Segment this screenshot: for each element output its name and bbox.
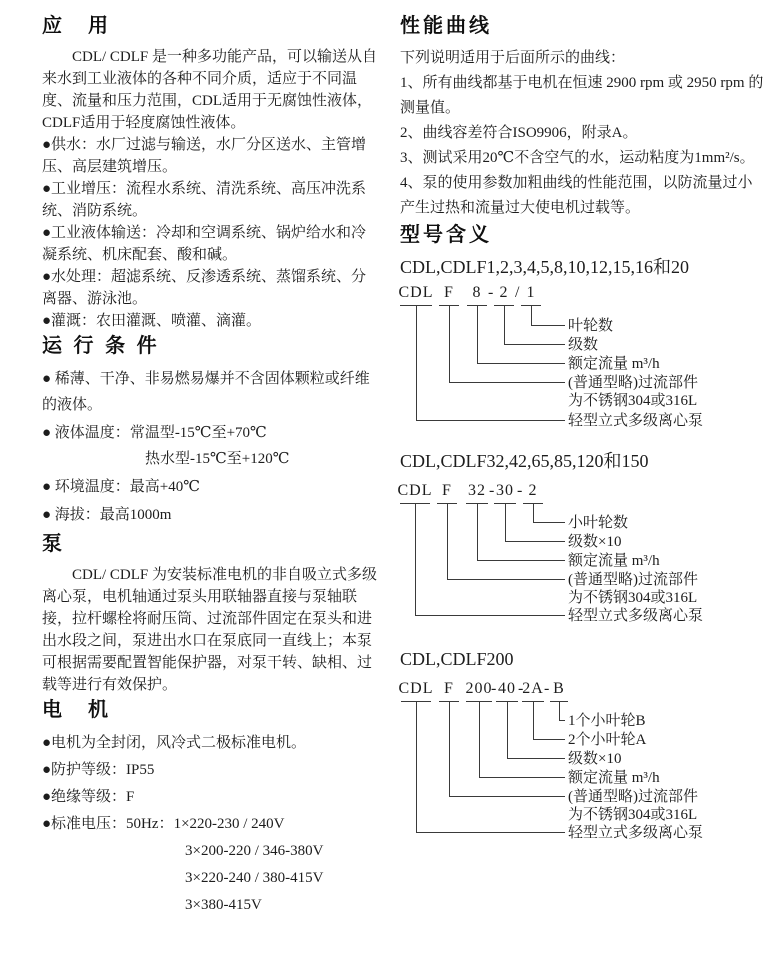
model-code-part: CDL: [397, 482, 433, 499]
model-code-part: CDL: [398, 284, 434, 301]
application-bullet-industrial-boost: ●工业增压：流程水系统、清洗系统、高压冲洗系统、消防系统。: [42, 181, 367, 219]
motor-item-voltage: [42, 811, 380, 838]
voltage-value-2: 3×200-220 / 346-380V: [185, 843, 324, 859]
operating-conditions-title: 运 行 条 件: [42, 335, 160, 357]
model-code-separator: /: [515, 284, 520, 301]
model-code-separator: -: [488, 284, 494, 301]
connector-line: [415, 503, 565, 616]
model-code-separator: -: [517, 482, 523, 499]
application-bullet-water-supply: ●供水：水厂过滤与输送，水厂分区送水、主管增压、高层建筑增压。: [42, 137, 367, 175]
performance-intro: 下列说明适用于后面所示的曲线：: [400, 50, 626, 66]
application-bullet-irrigation: ●灌溉：农田灌溉、喷灌、滴灌。: [42, 313, 262, 329]
model-part-label: 额定流量 m³/h: [568, 770, 660, 786]
model-part-label: 为不锈钢304或316L: [568, 590, 698, 606]
model-part-label: 额定流量 m³/h: [568, 356, 660, 372]
application-section: [42, 12, 380, 332]
performance-curve-title: 性能曲线: [400, 15, 492, 37]
performance-note-4: 4、泵的使用参数加粗曲线的性能范围，以防流量过小产生过热和流量过大使电机过载等。: [400, 175, 753, 216]
model-part-label: 为不锈钢304或316L: [568, 807, 698, 823]
motor-item-insulation-class: ●绝缘等级：F: [42, 789, 135, 805]
operating-item-altitude: ● 海拔：最高1000m: [42, 507, 172, 523]
liquid-temp-hot: 热水型-15℃至+120℃: [145, 451, 290, 467]
motor-section: [42, 696, 380, 919]
pump-title: 泵: [42, 533, 65, 555]
model-code-part: 40: [498, 680, 516, 697]
model-part-label: 小叶轮数: [568, 515, 629, 531]
model-part-label: (普通型略)过流部件: [568, 375, 698, 391]
operating-conditions-section: [42, 332, 380, 528]
left-column: [42, 12, 380, 919]
model-code-part: 1: [526, 284, 536, 301]
model-code-separator: -: [491, 680, 497, 697]
application-title: 应 用: [42, 15, 111, 37]
model-part-label: 轻型立式多级离心泵: [568, 608, 704, 624]
connector-line: [416, 305, 565, 421]
application-bullet-water-treatment: ●水处理：超滤系统、反渗透系统、蒸馏系统、分离器、游泳池。: [42, 269, 367, 307]
model-code-part: 32: [468, 482, 486, 499]
model-code-part: 8: [472, 284, 482, 301]
pump-body: CDL/ CDLF 为安装标准电机的非自吸立式多级离心泵，电机轴通过泵头用联轴器直接与泵轴联接，拉杆螺栓将耐压筒、过流部件固定在泵头和进出水段之间，泵进出水口在泵底同一直线上；本泵可根据需要配置智能保护器，对泵干转、缺相、过载等进行有效保护。: [42, 567, 378, 693]
model-code-part: CDL: [398, 680, 434, 697]
model-code-part: F: [444, 284, 454, 301]
model-series-2: CDL,CDLF32,42,65,85,120和150: [400, 451, 649, 471]
model-part-label: 级数×10: [568, 534, 622, 550]
operating-item-liquid-temp: [42, 420, 380, 446]
operating-item-ambient: ● 环境温度：最高+40℃: [42, 479, 201, 495]
right-column: [397, 12, 764, 847]
model-code-part: F: [442, 482, 452, 499]
model-series-3: CDL,CDLF200: [400, 649, 514, 669]
model-part-label: 1个小叶轮B: [568, 713, 646, 729]
model-series-1: CDL,CDLF1,2,3,4,5,8,10,12,15,16和20: [400, 257, 690, 277]
voltage-value-1: 1×220-230 / 240V: [173, 816, 285, 832]
model-part-label: 级数: [568, 337, 599, 353]
model-part-label: 额定流量 m³/h: [568, 553, 660, 569]
performance-note-1: 1、所有曲线都基于电机在恒速 2900 rpm 或 2950 rpm 的测量值。: [400, 75, 764, 116]
model-number-diagram-3: [400, 679, 764, 847]
voltage-label: ●标准电压：50Hz：: [42, 816, 174, 832]
model-part-label: 叶轮数: [568, 318, 614, 334]
model-code-separator: -: [518, 680, 524, 697]
motor-item-enclosure: ●电机为全封闭，风冷式二极标准电机。: [42, 735, 307, 751]
model-number-diagram-2: [397, 481, 764, 629]
model-code-part: 2: [499, 284, 509, 301]
model-part-label: 级数×10: [568, 751, 622, 767]
voltage-value-3: 3×220-240 / 380-415V: [185, 870, 324, 886]
model-code-part: 2A: [522, 680, 544, 697]
performance-note-3: 3、测试采用20℃不含空气的水，运动粘度为1mm²/s。: [400, 150, 755, 166]
model-part-label: (普通型略)过流部件: [568, 789, 698, 805]
motor-title: 电 机: [42, 699, 111, 721]
liquid-temp-normal: 常温型-15℃至+70℃: [129, 425, 267, 441]
application-bullet-industrial-liquid: ●工业液体输送：冷却和空调系统、锅炉给水和冷凝系统、机床配套、酸和碱。: [42, 225, 367, 263]
model-code-separator: -: [489, 482, 495, 499]
model-meaning-section: [397, 221, 764, 847]
motor-item-protection-class: ●防护等级：IP55: [42, 762, 155, 778]
model-number-diagram-1: [400, 283, 764, 433]
model-part-label: 2个小叶轮A: [568, 732, 647, 748]
application-intro: CDL/ CDLF 是一种多功能产品，可以输送从自来水到工业液体的各种不同介质，适应于不同温度、流量和压力范围，CDL适用于无腐蚀性液体，CDLF适用于轻度腐蚀性液体。: [42, 49, 378, 131]
performance-note-2: 2、曲线容差符合ISO9906，附录A。: [400, 125, 638, 141]
model-part-label: (普通型略)过流部件: [568, 572, 698, 588]
pump-section: [42, 530, 380, 696]
model-part-label: 轻型立式多级离心泵: [568, 825, 704, 841]
model-code-part: B: [553, 680, 565, 697]
model-meaning-title: 型号含义: [400, 224, 492, 246]
voltage-value-4: 3×380-415V: [185, 897, 262, 913]
operating-item-fluid: ● 稀薄、干净、非易燃易爆并不含固体颗粒或纤维的液体。: [42, 371, 370, 413]
model-part-label: 为不锈钢304或316L: [568, 393, 698, 409]
model-code-part: F: [444, 680, 454, 697]
model-code-part: 2: [528, 482, 538, 499]
model-code-separator: -: [544, 680, 550, 697]
model-part-label: 轻型立式多级离心泵: [568, 413, 704, 429]
connector-line: [416, 701, 565, 833]
model-code-part: 30: [496, 482, 514, 499]
performance-curve-section: [400, 12, 764, 221]
model-code-part: 200: [465, 680, 493, 697]
liquid-temp-label: ● 液体温度：: [42, 425, 130, 441]
